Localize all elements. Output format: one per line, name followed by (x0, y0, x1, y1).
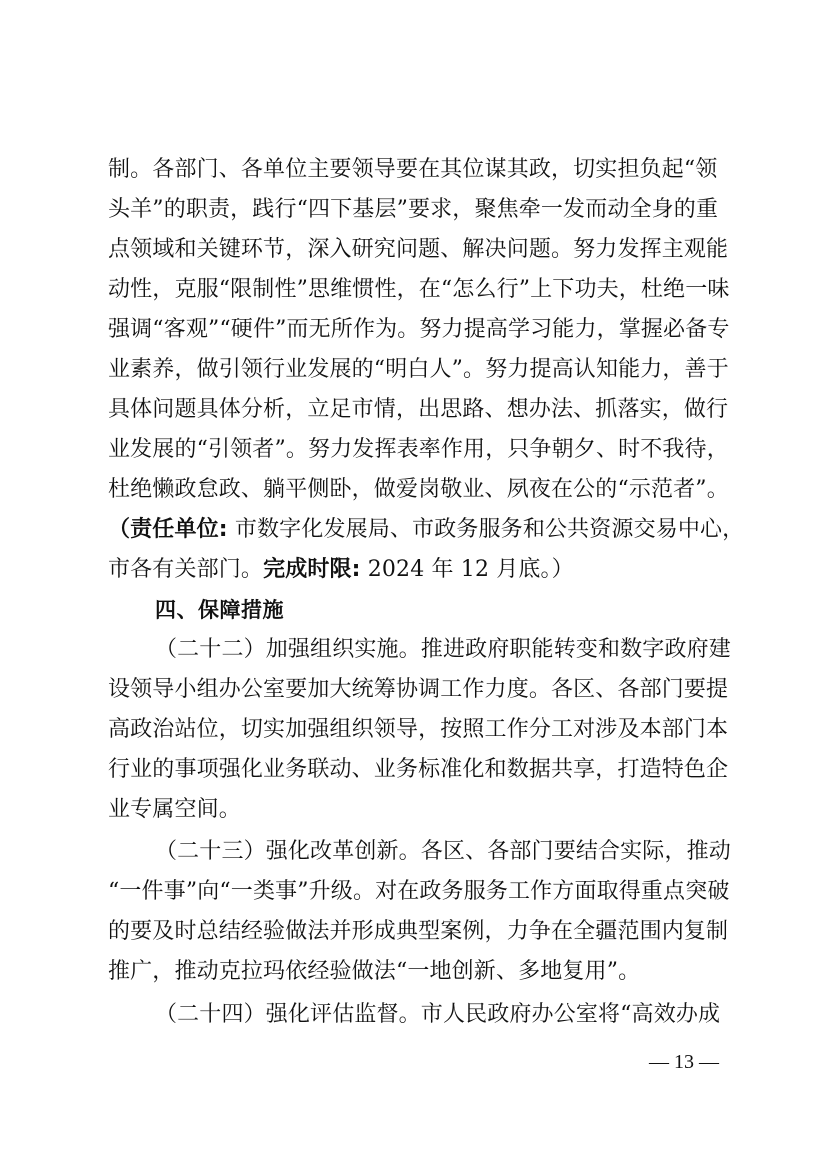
para1-line-1: 制。各部门、各单位主要领导要在其位谋其政，切实担负起“领 (108, 157, 718, 182)
para1-line-6: 业素养，做引领行业发展的“明白人”。努力提高认知能力，善于 (108, 357, 729, 382)
deadline-label: 完成时限: (263, 557, 361, 582)
para1-line-4: 动性，克服“限制性”思维惯性，在“怎么行”上下功夫，杜绝一味 (108, 277, 730, 302)
para22-line-1: （二十二）加强组织实施。推进政府职能转变和数字政府建 (155, 637, 731, 662)
section-heading-safeguards: 四、保障措施 (155, 598, 284, 622)
responsibility-line (108, 510, 745, 550)
para1-line-8: 业发展的“引领者”。努力发挥表率作用，只争朝夕、时不我待， (108, 437, 729, 462)
para23-line-3: 的要及时总结经验做法并形成典型案例，力争在全疆范围内复制 (108, 919, 729, 944)
responsibility-text: 市数字化发展局、市政务服务和公共资源交易中心， (227, 517, 745, 542)
para22-line-3: 高政治站位，切实加强组织领导，按照工作分工对涉及本部门本 (108, 717, 729, 742)
resp-open-paren: （ (108, 517, 131, 542)
para1-line-3: 点领域和关键环节，深入研究问题、解决问题。努力发挥主观能 (108, 237, 729, 262)
para1-line-9: 杜绝懒政怠政、躺平侧卧，做爱岗敬业、夙夜在公的“示范者”。 (108, 477, 729, 502)
responsibility-label: 责任单位: (130, 517, 228, 542)
deadline-line (108, 550, 719, 590)
para22-line-2: 设领导小组办公室要加大统筹协调工作力度。各区、各部门要提 (108, 677, 729, 702)
page-number: — 13 — (649, 1051, 719, 1073)
para1-line-7: 具体问题具体分析，立足市情，出思路、想办法、抓落实，做行 (108, 397, 729, 422)
responsibility-text-cont: 市各有关部门。 (108, 557, 264, 582)
para23-line-4: 推广，推动克拉玛依经验做法“一地创新、多地复用”。 (108, 959, 641, 984)
para22-line-5: 业专属空间。 (108, 797, 241, 822)
para1-line-5: 强调“客观”“硬件”而无所作为。努力提高学习能力，掌握必备专 (108, 317, 730, 342)
para22-line-4: 行业的事项强化业务联动、业务标准化和数据共享，打造特色企 (108, 757, 729, 782)
para1-line-2: 头羊”的职责，践行“四下基层”要求，聚焦牵一发而动全身的重 (108, 197, 719, 222)
deadline-text: 2024 年 12 月底。） (360, 557, 574, 582)
para23-line-2: “一件事”向“一类事”升级。对在政务服务工作方面取得重点突破 (108, 879, 730, 904)
para24-line-1: （二十四）强化评估监督。市人民政府办公室将“高效办成 (155, 1002, 721, 1027)
para23-line-1: （二十三）强化改革创新。各区、各部门要结合实际，推动 (155, 839, 731, 864)
